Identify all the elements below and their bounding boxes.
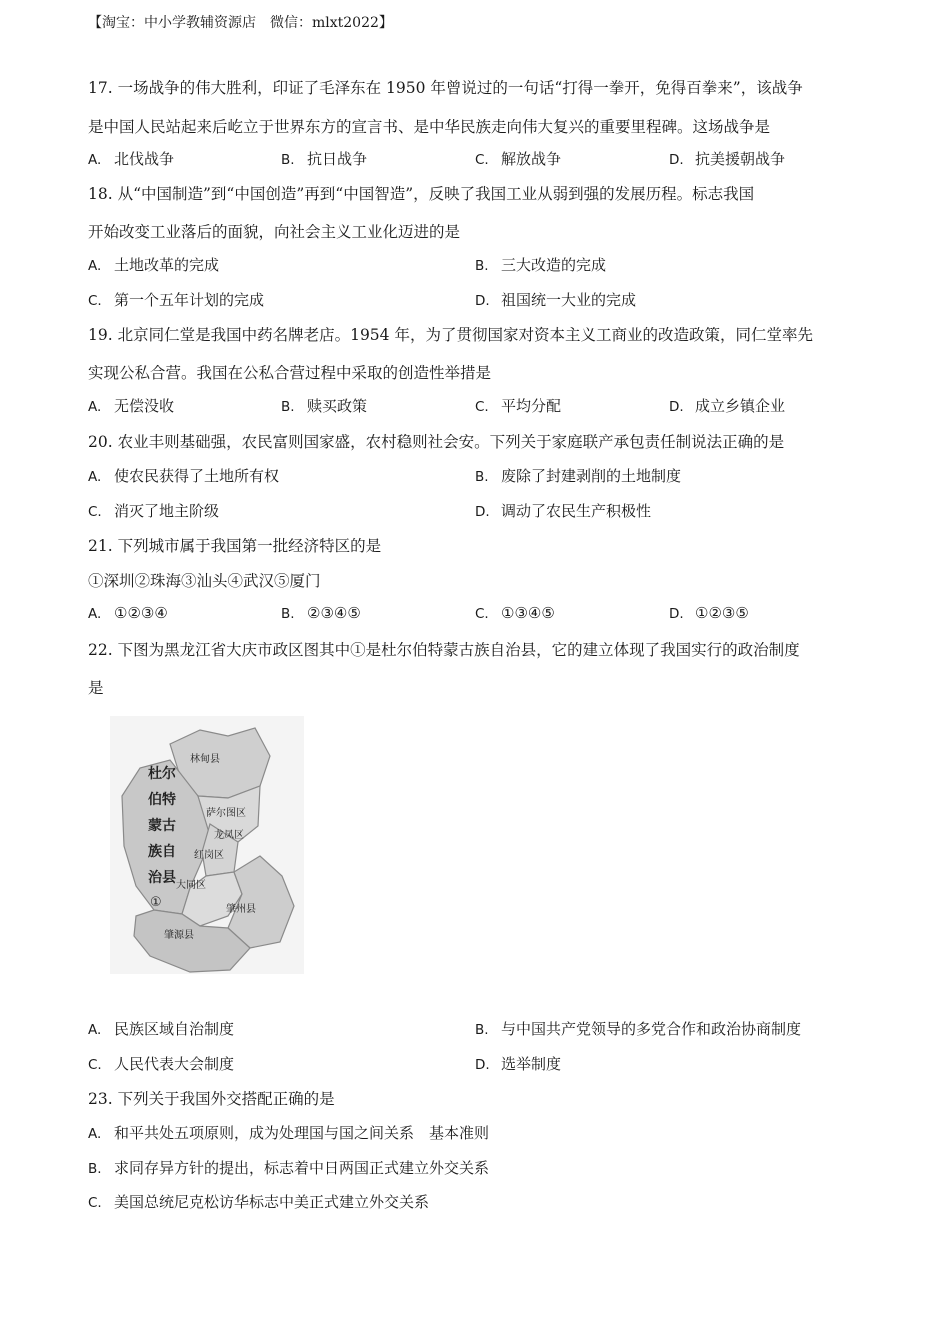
daqing-district-map	[110, 716, 304, 974]
option-key: C.	[475, 399, 489, 415]
option-key: B.	[475, 1022, 489, 1038]
q17-option-a[interactable]	[88, 148, 174, 169]
option-text: 三大改造的完成	[501, 256, 607, 274]
option-text: ②③④⑤	[307, 604, 361, 622]
option-key: A.	[88, 399, 102, 415]
option-text: 与中国共产党领导的多党合作和政治协商制度	[501, 1020, 802, 1038]
q19-line-2: 实现公私合营。我国在公私合营过程中采取的创造性举措是	[88, 364, 492, 382]
option-text: 废除了封建剥削的土地制度	[501, 467, 682, 485]
option-key: B.	[475, 469, 489, 485]
q19-option-d[interactable]	[669, 395, 785, 416]
option-text: ①③④⑤	[501, 604, 555, 622]
map-label-zhaozhou: 肇州县	[226, 904, 256, 915]
q17-option-b[interactable]	[281, 148, 367, 169]
option-text: 抗美援朝战争	[695, 150, 786, 168]
option-key: B.	[281, 606, 295, 622]
q21-option-d[interactable]	[669, 604, 749, 622]
map-figure	[110, 716, 304, 974]
option-key: C.	[88, 1195, 102, 1211]
option-text: 调动了农民生产积极性	[501, 502, 652, 520]
option-text: 成立乡镇企业	[695, 397, 786, 415]
map-label-longfeng: 龙凤区	[214, 830, 244, 841]
q22-option-d[interactable]	[475, 1053, 561, 1074]
q18-line-2: 开始改变工业落后的面貌，向社会主义工业化迈进的是	[88, 223, 461, 241]
option-key: D.	[475, 1057, 490, 1073]
map-label-durbet-1: 杜尔	[148, 766, 176, 782]
option-key: A.	[88, 152, 102, 168]
option-key: B.	[475, 258, 489, 274]
option-key: C.	[475, 152, 489, 168]
option-text: 民族区域自治制度	[114, 1020, 235, 1038]
option-key: C.	[88, 504, 102, 520]
map-label-zhaoyuan: 肇源县	[164, 930, 194, 941]
q20-line-1: 20. 农业丰则基础强，农民富则国家盛，农村稳则社会安。下列关于家庭联产承包责任制说法正确的是	[88, 433, 785, 451]
option-key: A.	[88, 469, 102, 485]
q20-option-a[interactable]	[88, 465, 279, 486]
q19-option-c[interactable]	[475, 395, 561, 416]
map-label-datong: 大同区	[176, 880, 206, 891]
option-key: C.	[475, 606, 489, 622]
q22-option-a[interactable]	[88, 1018, 234, 1039]
option-key: A.	[88, 258, 102, 274]
map-label-sartu: 萨尔图区	[206, 808, 246, 819]
option-key: B.	[281, 152, 295, 168]
q19-option-a[interactable]	[88, 395, 174, 416]
q18-line-1: 18. 从“中国制造”到“中国创造”再到“中国智造”，反映了我国工业从弱到强的发展历程。标志我国	[88, 185, 755, 203]
option-key: B.	[88, 1161, 102, 1177]
q23-option-b[interactable]	[88, 1157, 489, 1178]
q19-option-b[interactable]	[281, 395, 367, 416]
q21-line-1: 21. 下列城市属于我国第一批经济特区的是	[88, 537, 382, 555]
option-text: 解放战争	[501, 150, 562, 168]
map-label-honggang: 红岗区	[194, 850, 224, 861]
option-text: 使农民获得了土地所有权	[114, 467, 280, 485]
option-text: 平均分配	[501, 397, 562, 415]
q21-option-a[interactable]	[88, 604, 168, 622]
option-text: 和平共处五项原则，成为处理国与国之间关系 基本准则	[114, 1124, 490, 1142]
option-text: 消灭了地主阶级	[114, 502, 220, 520]
map-label-durbet-4: 族自	[148, 844, 176, 860]
option-key: C.	[88, 1057, 102, 1073]
option-text: 人民代表大会制度	[114, 1055, 235, 1073]
q20-option-c[interactable]	[88, 500, 219, 521]
q21-line-2: ①深圳②珠海③汕头④武汉⑤厦门	[88, 572, 321, 590]
q18-option-b[interactable]	[475, 254, 606, 275]
q17-option-c[interactable]	[475, 148, 561, 169]
option-text: ①②③④	[114, 604, 168, 622]
q17-line-1: 17. 一场战争的伟大胜利，印证了毛泽东在 1950 年曾说过的一句话“打得一拳开，免得百拳来”，该战争	[88, 79, 803, 97]
q23-option-a[interactable]	[88, 1122, 489, 1143]
q20-option-d[interactable]	[475, 500, 651, 521]
map-label-lindian: 林甸县	[190, 754, 220, 765]
option-key: D.	[669, 152, 684, 168]
option-key: D.	[475, 293, 490, 309]
q19-line-1: 19. 北京同仁堂是我国中药名牌老店。1954 年，为了贯彻国家对资本主义工商业的改造政策，同仁堂率先	[88, 326, 813, 344]
option-text: 第一个五年计划的完成	[114, 291, 265, 309]
option-text: 土地改革的完成	[114, 256, 220, 274]
q21-option-c[interactable]	[475, 604, 555, 622]
map-label-durbet-3: 蒙古	[148, 818, 176, 834]
option-text: 祖国统一大业的完成	[501, 291, 637, 309]
option-text: 美国总统尼克松访华标志中美正式建立外交关系	[114, 1193, 430, 1211]
q18-option-a[interactable]	[88, 254, 219, 275]
q17-option-d[interactable]	[669, 148, 785, 169]
option-key: C.	[88, 293, 102, 309]
map-label-durbet-2: 伯特	[148, 792, 176, 808]
option-key: D.	[669, 399, 684, 415]
option-text: 抗日战争	[307, 150, 368, 168]
q22-option-b[interactable]	[475, 1018, 801, 1039]
q21-option-b[interactable]	[281, 604, 361, 622]
q22-option-c[interactable]	[88, 1053, 234, 1074]
option-key: D.	[669, 606, 684, 622]
option-key: A.	[88, 1126, 102, 1142]
q18-option-c[interactable]	[88, 289, 264, 310]
option-text: 无偿没收	[114, 397, 175, 415]
q22-line-2: 是	[88, 679, 104, 697]
q20-option-b[interactable]	[475, 465, 681, 486]
option-text: ①②③⑤	[695, 604, 749, 622]
option-text: 北伐战争	[114, 150, 175, 168]
option-text: 求同存异方针的提出，标志着中日两国正式建立外交关系	[114, 1159, 490, 1177]
q22-line-1: 22. 下图为黑龙江省大庆市政区图其中①是杜尔伯特蒙古族自治县，它的建立体现了我国实行的政治制度	[88, 641, 800, 659]
q23-option-c[interactable]	[88, 1191, 429, 1212]
option-key: D.	[475, 504, 490, 520]
q18-option-d[interactable]	[475, 289, 636, 310]
map-label-durbet-5: 治县	[148, 870, 176, 886]
map-label-circle-1: ①	[150, 895, 162, 910]
q17-line-2: 是中国人民站起来后屹立于世界东方的宣言书、是中华民族走向伟大复兴的重要里程碑。这场战争是	[88, 118, 771, 136]
option-text: 选举制度	[501, 1055, 562, 1073]
option-key: A.	[88, 1022, 102, 1038]
option-text: 赎买政策	[307, 397, 368, 415]
q23-line-1: 23. 下列关于我国外交搭配正确的是	[88, 1090, 335, 1108]
option-key: B.	[281, 399, 295, 415]
header-watermark: 【淘宝：中小学教辅资源店 微信：mlxt2022】	[88, 15, 393, 31]
option-key: A.	[88, 606, 102, 622]
